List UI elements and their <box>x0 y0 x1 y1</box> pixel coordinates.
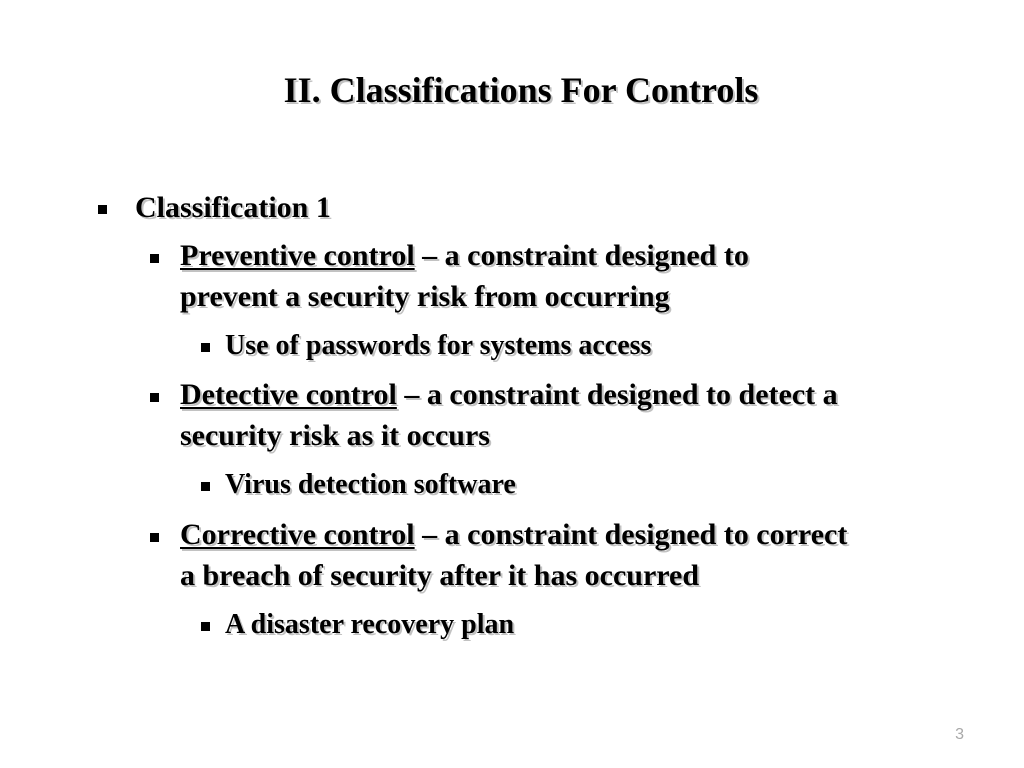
bullet-square-icon <box>98 205 107 214</box>
control-example: Virus detection software <box>225 469 516 500</box>
bullet-square-icon <box>201 482 210 491</box>
control-term: Preventive control <box>180 239 415 272</box>
bullet-square-icon <box>150 393 159 402</box>
control-example: Use of passwords for systems access <box>225 330 652 361</box>
control-definition-continued: a breach of security after it has occurred <box>180 559 700 592</box>
bullet-square-icon <box>150 533 159 542</box>
control-item-detective <box>180 375 838 415</box>
bullet-square-icon <box>201 622 210 631</box>
control-term: Corrective control <box>180 518 415 551</box>
control-definition-continued: security risk as it occurs <box>180 419 490 452</box>
control-term: Detective control <box>180 378 397 411</box>
control-item-preventive <box>180 236 749 276</box>
control-definition: – a constraint designed to correct <box>414 518 848 551</box>
classification-heading: Classification 1 <box>135 191 331 224</box>
control-definition: – a constraint designed to <box>414 239 749 272</box>
bullet-square-icon <box>201 343 210 352</box>
control-definition: – a constraint designed to detect a <box>396 378 838 411</box>
control-item-corrective <box>180 515 847 555</box>
page-number: 3 <box>955 726 964 743</box>
slide-title: II. Classifications For Controls <box>283 70 759 110</box>
control-definition-continued: prevent a security risk from occurring <box>180 280 670 313</box>
control-example: A disaster recovery plan <box>225 609 515 640</box>
bullet-square-icon <box>150 254 159 263</box>
